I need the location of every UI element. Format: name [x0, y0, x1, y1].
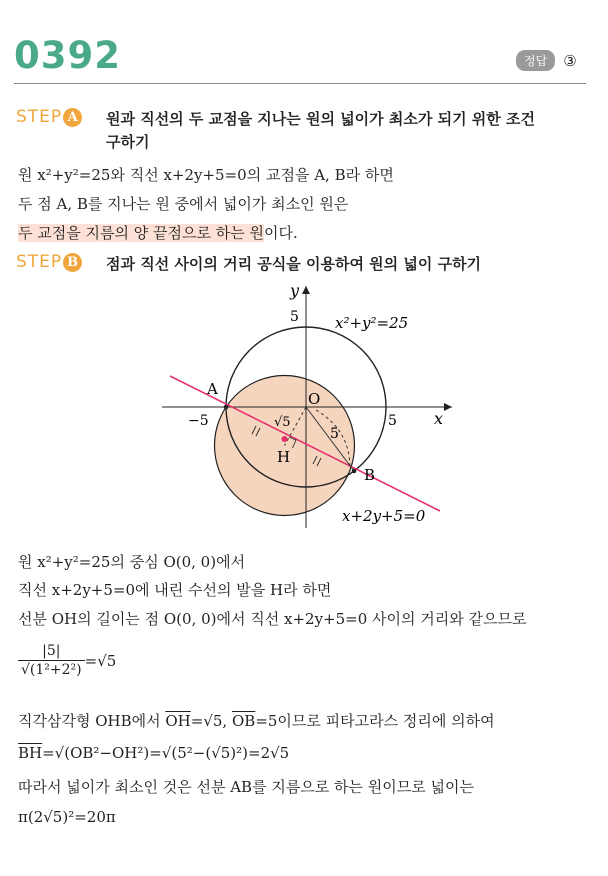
point-a-dot	[224, 405, 229, 410]
step-a-title-line2: 구하기	[106, 133, 150, 151]
y-axis-label: y	[290, 281, 300, 300]
point-b-label: B	[364, 466, 376, 484]
tick-label-xneg5: −5	[188, 413, 209, 429]
body-line5-rest: =√(OB²−OH²)=√(5²−(√5)²)=2√5	[42, 744, 290, 762]
fraction-numerator: |5|	[18, 642, 85, 661]
body-line4	[18, 712, 495, 730]
point-a-label: A	[207, 380, 218, 398]
body-line5	[18, 744, 289, 762]
point-h-label: H	[277, 448, 291, 466]
header-divider	[14, 83, 586, 84]
y-arrow	[302, 286, 310, 294]
fraction-result: =√5	[84, 651, 117, 670]
body-line1: 원 x²+y²=25의 중심 O(0, 0)에서	[18, 553, 246, 571]
fraction-denominator: √(1²+2²)	[21, 662, 82, 678]
length-oh-label: √5	[274, 415, 291, 430]
segment-oh-text: $\overline{OH}$	[165, 712, 191, 730]
segment-bh-text: $\overline{BH}$	[18, 744, 43, 762]
distance-formula	[18, 642, 116, 679]
step-a-line3	[18, 224, 298, 242]
distance-fraction	[18, 642, 85, 679]
circle-equation-label: x²+y²=25	[335, 314, 409, 332]
body-line4-a: 직각삼각형 OHB에서	[18, 712, 166, 730]
line-equation-label: x+2y+5=0	[342, 507, 426, 525]
answer-badge: 정답	[516, 50, 555, 71]
answer-box	[516, 50, 577, 71]
step-a-heading	[16, 107, 82, 127]
segment-ob-text: $\overline{OB}$	[231, 712, 256, 730]
length-ob-label: 5	[330, 426, 339, 442]
step-a-line2: 두 점 A, B를 지나는 원 중에서 넓이가 최소인 원은	[18, 195, 349, 213]
step-a-line3-rest: 이다.	[263, 224, 298, 242]
step-a-letter: A	[63, 108, 82, 127]
answer-value: ③	[563, 51, 577, 70]
step-a-line1: 원 x²+y²=25와 직선 x+2y+5=0의 교점을 A, B라 하면	[18, 166, 394, 184]
step-b-letter: B	[63, 253, 82, 272]
point-h-dot	[282, 436, 288, 442]
step-a-title-line1: 원과 직선의 두 교점을 지나는 원의 넓이가 최소가 되기 위한 조건	[106, 110, 535, 128]
body-line4-c: =5이므로 피타고라스 정리에 의하여	[255, 712, 495, 730]
x-axis-label: x	[434, 409, 444, 428]
step-b-heading	[16, 252, 82, 272]
point-o-label: O	[308, 390, 321, 408]
body-line7: π(2√5)²=20π	[18, 808, 116, 826]
tick-label-y5: 5	[290, 309, 299, 325]
step-a-highlight: 두 교점을 지름의 양 끝점으로 하는 원	[18, 224, 264, 242]
point-b-dot	[352, 469, 357, 474]
geometry-diagram	[150, 280, 460, 530]
problem-number: 0392	[14, 34, 121, 77]
body-line2: 직선 x+2y+5=0에 내린 수선의 발을 H라 하면	[18, 581, 332, 599]
body-line6: 따라서 넓이가 최소인 것은 선분 AB를 지름으로 하는 원이므로 넓이는	[18, 778, 475, 796]
tick-label-x5: 5	[388, 413, 397, 429]
body-line3: 선분 OH의 길이는 점 O(0, 0)에서 직선 x+2y+5=0 사이의 거리와 같으므로	[18, 610, 527, 628]
body-line4-b: =√5,	[190, 712, 232, 730]
step-a-tag: STEP	[16, 107, 63, 127]
x-arrow	[444, 403, 452, 411]
step-b-tag: STEP	[16, 252, 63, 272]
step-b-title: 점과 직선 사이의 거리 공식을 이용하여 원의 넓이 구하기	[106, 255, 482, 273]
